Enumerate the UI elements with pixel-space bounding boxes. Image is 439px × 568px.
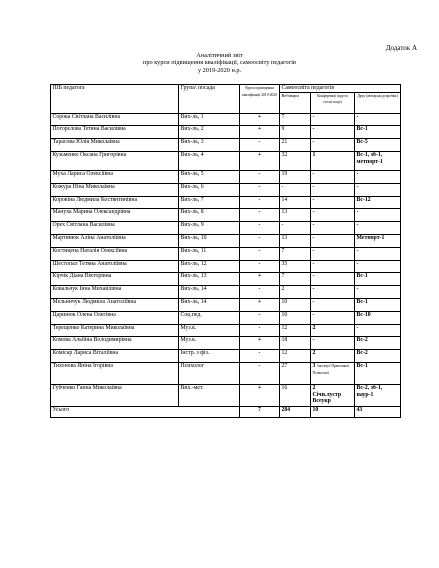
webinars-count: 7 xyxy=(280,113,311,126)
print-works: - xyxy=(355,170,401,183)
teacher-group: Вих-ль, 11 xyxy=(179,247,240,260)
print-works: Вс-2 xyxy=(355,350,401,363)
header-conferences: Конференції (круглі столи тощо) xyxy=(311,92,355,113)
table-row xyxy=(51,273,401,286)
teacher-name: Сорока Світлана Василівна xyxy=(51,113,179,126)
conferences-count: - xyxy=(311,139,355,152)
print-works: Вс-5 xyxy=(355,139,401,152)
courses-mark: - xyxy=(240,311,280,324)
teacher-group: Муз.к. xyxy=(179,337,240,350)
teacher-group: Вих-ль, 3 xyxy=(179,139,240,152)
teacher-group: Муз.к. xyxy=(179,324,240,337)
print-works: - xyxy=(355,260,401,273)
table-row xyxy=(51,183,401,196)
courses-mark: + xyxy=(240,384,280,406)
conferences-count: - xyxy=(311,337,355,350)
webinars-count: 19 xyxy=(280,170,311,183)
table-row xyxy=(51,362,401,384)
table-row xyxy=(51,170,401,183)
table-body xyxy=(51,113,401,417)
conferences-count: - xyxy=(311,196,355,209)
courses-mark: - xyxy=(240,183,280,196)
webinars-count: 12 xyxy=(280,324,311,337)
teacher-group: Психолог xyxy=(179,362,240,384)
teacher-name: Кожура Ніна Миколаївна xyxy=(51,183,179,196)
courses-mark: - xyxy=(240,362,280,384)
print-works: Вс-2 xyxy=(355,337,401,350)
teacher-name: Муха Лариса Олексіївна xyxy=(51,170,179,183)
teacher-group: Вих-ль, 5 xyxy=(179,170,240,183)
total-row xyxy=(51,406,401,417)
teacher-name: Терещенко Катерина Миколаївна xyxy=(51,324,179,337)
teacher-name: Кузьменко Оксана Григорівна xyxy=(51,151,179,170)
conferences-count: - xyxy=(311,183,355,196)
print-works: Вс-2, зб-1, наур-1 xyxy=(355,384,401,406)
print-works: - xyxy=(355,324,401,337)
webinars-count: - xyxy=(280,183,311,196)
teacher-name: Комісар Лариса Віталіївна xyxy=(51,350,179,363)
webinars-count: 12 xyxy=(280,350,311,363)
conferences-count: - xyxy=(311,234,355,247)
webinars-count: 18 xyxy=(280,337,311,350)
header-print: Друк (авторські розробки) xyxy=(355,92,401,113)
print-works: Вс-1 xyxy=(355,126,401,139)
teacher-group: Вих-ль, 6 xyxy=(179,183,240,196)
conference-note: Січи.лустр Всеукр xyxy=(312,391,342,405)
teacher-group: Вих-ль, 7 xyxy=(179,196,240,209)
courses-mark: + xyxy=(240,126,280,139)
conferences-count: - xyxy=(311,170,355,183)
print-works: Вс-10 xyxy=(355,311,401,324)
courses-mark: - xyxy=(240,247,280,260)
conferences-count: 1 xyxy=(311,151,355,170)
print-works: - xyxy=(355,286,401,299)
table-row xyxy=(51,260,401,273)
webinars-count: 32 xyxy=(280,151,311,170)
teacher-name: Коровіна Людмила Костянтинівна xyxy=(51,196,179,209)
conferences-count: - xyxy=(311,273,355,286)
teacher-group: Вих-ль, 14 xyxy=(179,298,240,311)
courses-mark: + xyxy=(240,298,280,311)
courses-mark: + xyxy=(240,337,280,350)
courses-mark: - xyxy=(240,196,280,209)
webinars-count: 13 xyxy=(280,234,311,247)
print-works: Вс-1 xyxy=(355,362,401,384)
webinars-count: 35 xyxy=(280,260,311,273)
conferences-count: - xyxy=(311,298,355,311)
courses-mark: + xyxy=(240,151,280,170)
courses-mark: + xyxy=(240,113,280,126)
webinars-count: 2 xyxy=(280,286,311,299)
courses-mark: - xyxy=(240,234,280,247)
webinars-count: 9 xyxy=(280,126,311,139)
conferences-count: 2 Січи.лустр Всеукр xyxy=(311,384,355,406)
teacher-group: Вих-ль, 9 xyxy=(179,222,240,235)
teacher-name: Тихонова Яніна Ігорівна xyxy=(51,362,179,384)
table-row xyxy=(51,113,401,126)
conferences-count: 3 Інститут Практичної Психології xyxy=(311,362,355,384)
report-title: Аналітичний звіт xyxy=(196,52,243,59)
table-row xyxy=(51,286,401,299)
report-table xyxy=(50,84,401,418)
teacher-name: Шестопал Тетяна Анатоліївна xyxy=(51,260,179,273)
teacher-name: Комова Альбіна Володимирівна xyxy=(51,337,179,350)
conferences-count: 2 xyxy=(311,324,355,337)
teacher-name: Мельничук Людмила Анатоліївна xyxy=(51,298,179,311)
total-label: Усього xyxy=(51,406,240,417)
teacher-name: Костицена Наталія Олексіївна xyxy=(51,247,179,260)
conference-note: Інститут Практичної Психології xyxy=(312,363,350,375)
teacher-group: Вих-ль, 8 xyxy=(179,209,240,222)
total-webinars: 284 xyxy=(280,406,311,417)
teacher-name: Царинюк Олена Олегівна xyxy=(51,311,179,324)
webinars-count: 7 xyxy=(280,273,311,286)
table-row xyxy=(51,234,401,247)
conferences-count: - xyxy=(311,247,355,260)
webinars-count: 14 xyxy=(280,196,311,209)
teacher-name: Кірчік Діана Вікторівна xyxy=(51,273,179,286)
print-works: - xyxy=(355,183,401,196)
conferences-count: 2 xyxy=(311,350,355,363)
teacher-name: Мартинюк Аліна Анатоліївна xyxy=(51,234,179,247)
teacher-group: Вих-ль, 2 xyxy=(179,126,240,139)
teacher-name: Ковальчук Інна Михайлівна xyxy=(51,286,179,299)
conferences-count: - xyxy=(311,286,355,299)
webinars-count: - xyxy=(280,222,311,235)
webinars-count: 10 xyxy=(280,311,311,324)
courses-mark: - xyxy=(240,139,280,152)
appendix-label: Додаток А xyxy=(385,44,417,52)
table-row xyxy=(51,311,401,324)
teacher-group: Вих.-мет. xyxy=(179,384,240,406)
webinars-count: 13 xyxy=(280,209,311,222)
total-conferences: 10 xyxy=(311,406,355,417)
print-works: - xyxy=(355,247,401,260)
teacher-name: Тарасова Юлія Миколаївна xyxy=(51,139,179,152)
total-print: 43 xyxy=(355,406,401,417)
courses-mark: - xyxy=(240,209,280,222)
webinars-count: 7 xyxy=(280,247,311,260)
report-heading xyxy=(0,52,439,74)
print-works: Метпорт-1 xyxy=(355,234,401,247)
courses-mark: - xyxy=(240,260,280,273)
table-row xyxy=(51,151,401,170)
header-courses: Курси підвищення кваліфікації 2019-2020 xyxy=(240,85,280,114)
conferences-count: - xyxy=(311,222,355,235)
teacher-name: Мануха Марина Олександрівна xyxy=(51,209,179,222)
conferences-count: - xyxy=(311,311,355,324)
webinars-count: 27 xyxy=(280,362,311,384)
print-works: - xyxy=(355,113,401,126)
header-name: ПІБ педагога xyxy=(51,85,179,114)
teacher-name: Орех Світлана Василівна xyxy=(51,222,179,235)
courses-mark: + xyxy=(240,273,280,286)
teacher-group: Вих-ль, 12 xyxy=(179,260,240,273)
table-row xyxy=(51,350,401,363)
table-row xyxy=(51,337,401,350)
table-row xyxy=(51,247,401,260)
print-works: Вс-1 xyxy=(355,273,401,286)
print-works: Вс-1, зб-1, метпорт-1 xyxy=(355,151,401,170)
table-row xyxy=(51,139,401,152)
conferences-count: - xyxy=(311,126,355,139)
teacher-group: Вих-ль, 1 xyxy=(179,113,240,126)
total-courses: 7 xyxy=(240,406,280,417)
teacher-group: Вих-ль, 10 xyxy=(179,234,240,247)
teacher-name: Погорєлова Тетяна Василівна xyxy=(51,126,179,139)
teacher-group: Вих-ль, 13 xyxy=(179,273,240,286)
table-row xyxy=(51,298,401,311)
table-row xyxy=(51,222,401,235)
teacher-group: Вих-ль, 4 xyxy=(179,151,240,170)
header-webinars: Вебінари xyxy=(280,92,311,113)
header-self-education: Самоосвіта педагогів xyxy=(280,85,401,93)
print-works: Вс-12 xyxy=(355,196,401,209)
teacher-name: Губченко Ганна Миколаївна xyxy=(51,384,179,406)
teacher-group: Інстр. з фіз. xyxy=(179,350,240,363)
courses-mark: - xyxy=(240,222,280,235)
print-works: Вс-1 xyxy=(355,298,401,311)
table-row xyxy=(51,384,401,406)
table-row xyxy=(51,209,401,222)
webinars-count: 21 xyxy=(280,139,311,152)
courses-mark: - xyxy=(240,170,280,183)
webinars-count: 16 xyxy=(280,384,311,406)
teacher-group: Соц.пед. xyxy=(179,311,240,324)
table-row xyxy=(51,196,401,209)
conferences-count: - xyxy=(311,260,355,273)
report-year: у 2019-2020 н.р. xyxy=(197,66,242,74)
courses-mark: - xyxy=(240,324,280,337)
courses-mark: - xyxy=(240,350,280,363)
print-works: - xyxy=(355,209,401,222)
webinars-count: 10 xyxy=(280,298,311,311)
teacher-group: Вих-ль, 14 xyxy=(179,286,240,299)
header-group: Група\ посада xyxy=(179,85,240,114)
courses-mark: - xyxy=(240,286,280,299)
table-row xyxy=(51,324,401,337)
conferences-count: - xyxy=(311,113,355,126)
report-subtitle: про курси підвищення кваліфікації, самоосвіту педагогів xyxy=(142,59,297,67)
conferences-count: - xyxy=(311,209,355,222)
table-row xyxy=(51,126,401,139)
print-works: - xyxy=(355,222,401,235)
